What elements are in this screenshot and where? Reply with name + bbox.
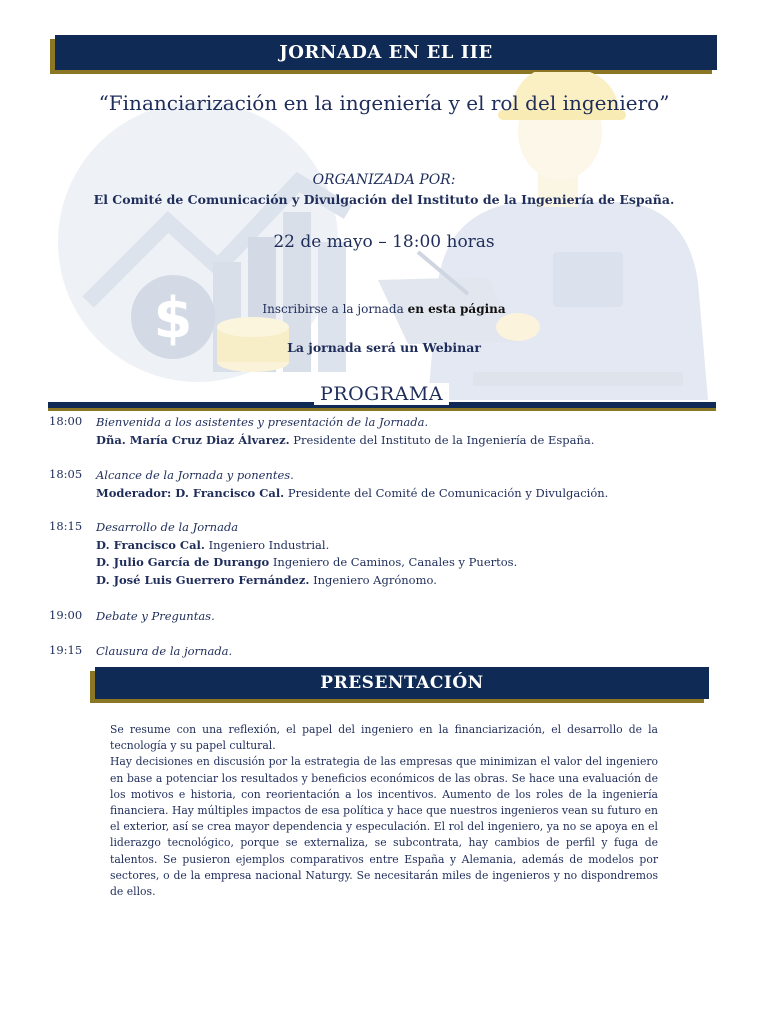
program-time: 19:15 [49, 643, 83, 657]
program-time: 18:05 [49, 467, 83, 481]
speaker-role: Presidente del Instituto de la Ingeniería de España. [293, 432, 595, 447]
presentacion-paragraph: Se resume con una reflexión, el papel del ingeniero en la financiarización, el desarrollo de la tecnología y su papel cultural. [110, 723, 658, 753]
speaker-role: Ingeniero Agrónomo. [313, 572, 437, 587]
presentacion-title: PRESENTACIÓN [320, 673, 484, 693]
speaker-role: Ingeniero Industrial. [208, 537, 330, 552]
speaker-role: Presidente del Comité de Comunicación y Divulgación. [287, 485, 609, 500]
speaker-name: D. José Luis Guerrero Fernández. [96, 572, 310, 587]
organizer-name: El Comité de Comunicación y Divulgación del Instituto de la Ingeniería de España. [93, 192, 675, 207]
program-topic: Alcance de la Jornada y ponentes. [96, 468, 294, 482]
registration-text: Inscribirse a la jornada [262, 302, 404, 316]
program-time: 18:00 [49, 414, 83, 428]
program-topic: Desarrollo de la Jornada [96, 520, 239, 534]
presentacion-body [110, 722, 658, 900]
svg-text:$: $ [153, 286, 193, 351]
speaker-name: D. Julio García de Durango [96, 555, 270, 569]
program-topic: Bienvenida a los asistentes y presentación de la Jornada. [96, 415, 429, 429]
speaker-role: Ingeniero de Caminos, Canales y Puertos. [272, 555, 518, 569]
header-title: JORNADA EN EL IIE [279, 42, 493, 63]
header-title-bar [55, 35, 717, 70]
speaker-name: Moderador: D. Francisco Cal. [96, 485, 285, 500]
event-title: “Financiarización en la ingeniería y el rol del ingeniero” [98, 91, 670, 115]
presentacion-paragraph: Hay decisiones en discusión por la estrategia de las empresas que minimizan el valor del ingeniero en base a potenciar los resultados y beneficios económicos de las obras. Se hace una evaluación de los motivos e historia, con reorientación a los incentivos. Aumento de los roles de la ingeniería financiera. Hay múltiples impactos de esa política y hace que nuestros ingenieros vean su futuro en el exterior, así se crea mayor dependencia y especulación. El rol del ingeniero, ya no se apoya en el liderazgo tecnológico, porque se externaliza, se subcontrata, hay cambios de perfil y fuga de talentos. Se pusieron ejemplos comparativos entre España y Alemania, además de modelos por sectores, o de la empresa nacional Naturgy. Se necesitarán miles de ingenieros y no dispondremos de ellos. [110, 755, 658, 899]
program-topic: Debate y Preguntas. [96, 609, 215, 623]
speaker-name: D. Francisco Cal. [96, 537, 205, 552]
event-datetime: 22 de mayo – 18:00 horas [273, 232, 495, 252]
event-format: La jornada será un Webinar [287, 340, 481, 355]
program-time: 19:00 [49, 608, 83, 622]
registration-link[interactable]: en esta página [407, 302, 506, 316]
speaker-name: Dña. María Cruz Diaz Álvarez. [96, 432, 290, 447]
registration-line [48, 302, 720, 316]
organized-by-label: ORGANIZADA POR: [312, 172, 456, 188]
presentacion-title-bar [95, 667, 709, 699]
program-topic: Clausura de la jornada. [96, 644, 233, 658]
program-time: 18:15 [49, 519, 83, 533]
programa-title: PROGRAMA [314, 383, 449, 405]
